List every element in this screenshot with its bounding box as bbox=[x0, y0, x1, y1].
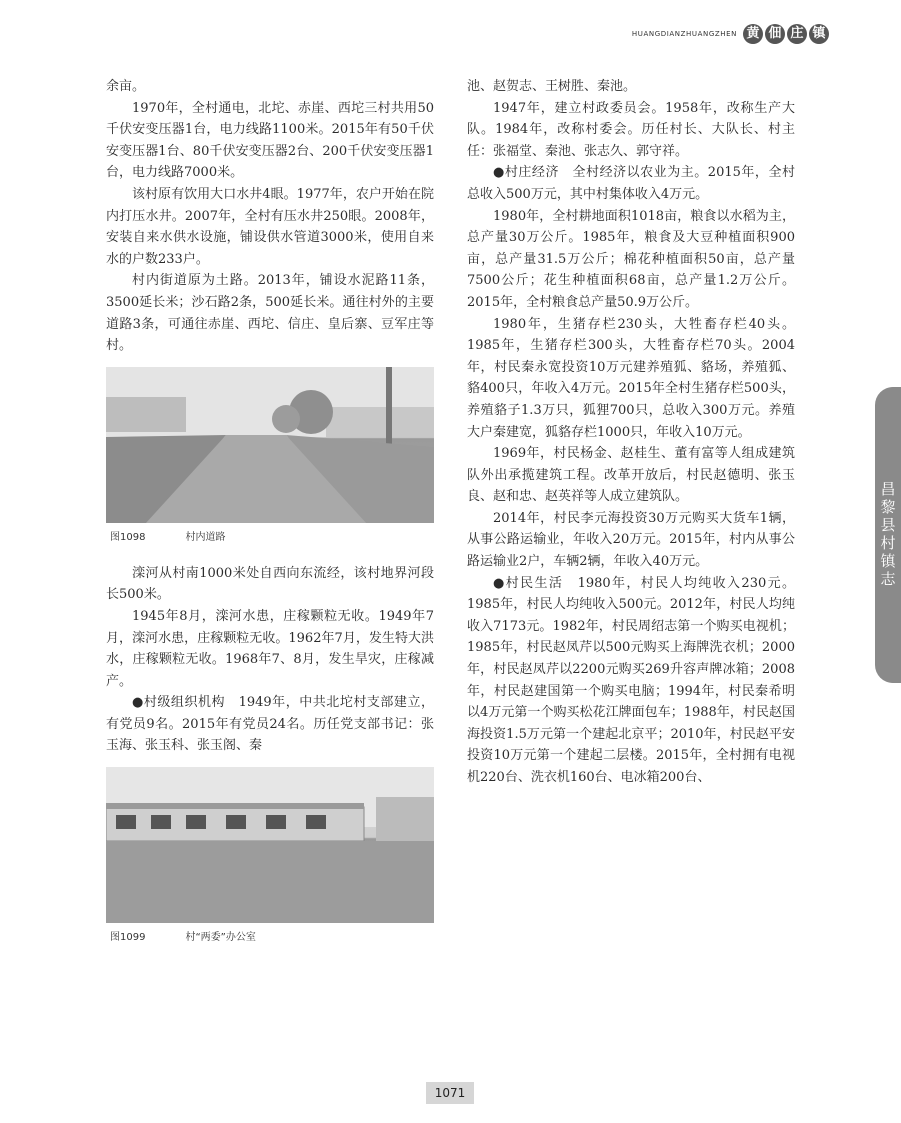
paragraph: 2014年，村民李元海投资30万元购买大货车1辆，从事公路运输业，年收入20万元。2015年，村内从事公路运输业2户，车辆2辆，年收入40万元。 bbox=[467, 510, 795, 570]
right-column bbox=[467, 76, 795, 789]
side-tab-label: 昌黎县村镇志 bbox=[878, 481, 897, 589]
header-char: 庄 bbox=[787, 24, 807, 44]
village-office-photo bbox=[106, 767, 434, 923]
header-title bbox=[743, 24, 829, 44]
paragraph: 1980年，生猪存栏230头，大牲畜存栏40头。1985年，生猪存栏300头，大牲畜存栏70头。2004年，村民秦永宽投资10万元建养殖狐、貉场，养殖狐、貉400只，年收入4万元。2015年全村生猪存栏500头，养殖貉子1.3万只，狐狸700只，总收入300万元。养殖大户秦建宽，狐貉存栏1000只，年收入10万元。 bbox=[467, 316, 795, 440]
figure-village-road bbox=[106, 367, 434, 545]
figure-caption: 村“两委”办公室 bbox=[185, 932, 256, 944]
header-char: 佃 bbox=[765, 24, 785, 44]
village-road-photo bbox=[106, 367, 434, 523]
office-illustration bbox=[106, 767, 434, 923]
paragraph: 村内街道原为土路。2013年，铺设水泥路11条，3500延长米；沙石路2条，500延长米。通往村外的主要道路3条，可通往赤崖、西坨、信庄、皇后寨、豆军庄等村。 bbox=[106, 273, 434, 354]
road-illustration bbox=[106, 367, 434, 523]
paragraph: ●村庄经济 全村经济以农业为主。2015年，全村总收入500万元，其中村集体收入4万元。 bbox=[467, 165, 795, 202]
header-pinyin: HUANGDIANZHUANGZHEN bbox=[631, 30, 737, 38]
paragraph: 1980年，全村耕地面积1018亩，粮食以水稻为主，总产量30万公斤。1985年，粮食及大豆种植面积900亩，总产量31.5万公斤；棉花种植面积50亩，总产量7500公斤；花生种植面积68亩，总产量1.2万公斤。2015年，全村粮食总产量50.9万公斤。 bbox=[467, 208, 795, 310]
paragraph: 余亩。 bbox=[106, 79, 146, 94]
page-number: 1071 bbox=[426, 1082, 474, 1104]
left-column bbox=[106, 76, 434, 945]
paragraph: 池、赵贺志、王树胜、秦池。 bbox=[467, 79, 637, 94]
paragraph: 1969年，村民杨金、赵桂生、董有富等人组成建筑队外出承揽建筑工程。改革开放后，村民赵德明、张玉良、赵和忠、赵英祥等人成立建筑队。 bbox=[467, 446, 795, 505]
paragraph: 滦河从村南1000米处自西向东流经，该村地界河段长500米。 bbox=[106, 565, 434, 603]
paragraph: ●村级组织机构 1949年，中共北坨村支部建立，有党员9名。2015年有党员24名。历任党支部书记：张玉海、张玉科、张玉阁、秦 bbox=[106, 695, 434, 754]
paragraph: 1947年，建立村政委员会。1958年，改称生产大队。1984年，改称村委会。历任村长、大队长、村主任：张福堂、秦池、张志久、郭守祥。 bbox=[467, 100, 795, 159]
figure-label: 图1098 bbox=[110, 531, 146, 543]
paragraph: 1945年8月，滦河水患，庄稼颗粒无收。1949年7月，滦河水患，庄稼颗粒无收。1962年7月，发生特大洪水，庄稼颗粒无收。1968年7、8月，发生旱灾，庄稼减产。 bbox=[106, 608, 434, 689]
paragraph: 该村原有饮用大口水井4眼。1977年，农户开始在院内打压水井。2007年，全村有压水井250眼。2008年，安装自来水供水设施，铺设供水管道3000米，使用自来水的户数233户。 bbox=[106, 186, 434, 267]
running-header bbox=[632, 20, 829, 48]
figure-village-office bbox=[106, 767, 434, 945]
header-char: 黄 bbox=[743, 24, 763, 44]
paragraph: ●村民生活 1980年，村民人均纯收入230元。1985年，村民人均纯收入500元。2012年，村民人均纯收入7173元。1982年，村民周绍志第一个购买电视机；1985年，村民赵凤芹以500元购买上海牌洗衣机；2000年，村民赵凤芹以2200元购买269升容声牌冰箱；2008年，村民赵建国第一个购买电脑；1994年，村民秦希明以4万元第一个购买松花江牌面包车；1988年，村民赵国海投资1.5万元第一个建起北京平；2010年，村民赵平安投资10万元第一个建起二层楼。2015年，全村拥有电视机220台、洗衣机160台、电冰箱200台、 bbox=[467, 575, 795, 785]
section-side-tab bbox=[875, 387, 901, 683]
figure-label: 图1099 bbox=[110, 932, 146, 944]
header-char: 镇 bbox=[809, 24, 829, 44]
figure-caption: 村内道路 bbox=[185, 531, 226, 543]
paragraph: 1970年，全村通电，北坨、赤崖、西坨三村共用50千伏安变压器1台，电力线路1100米。2015年有50千伏安变压器1台、80千伏安变压器2台、200千伏安变压器1台，电力线路7000米。 bbox=[106, 100, 434, 181]
